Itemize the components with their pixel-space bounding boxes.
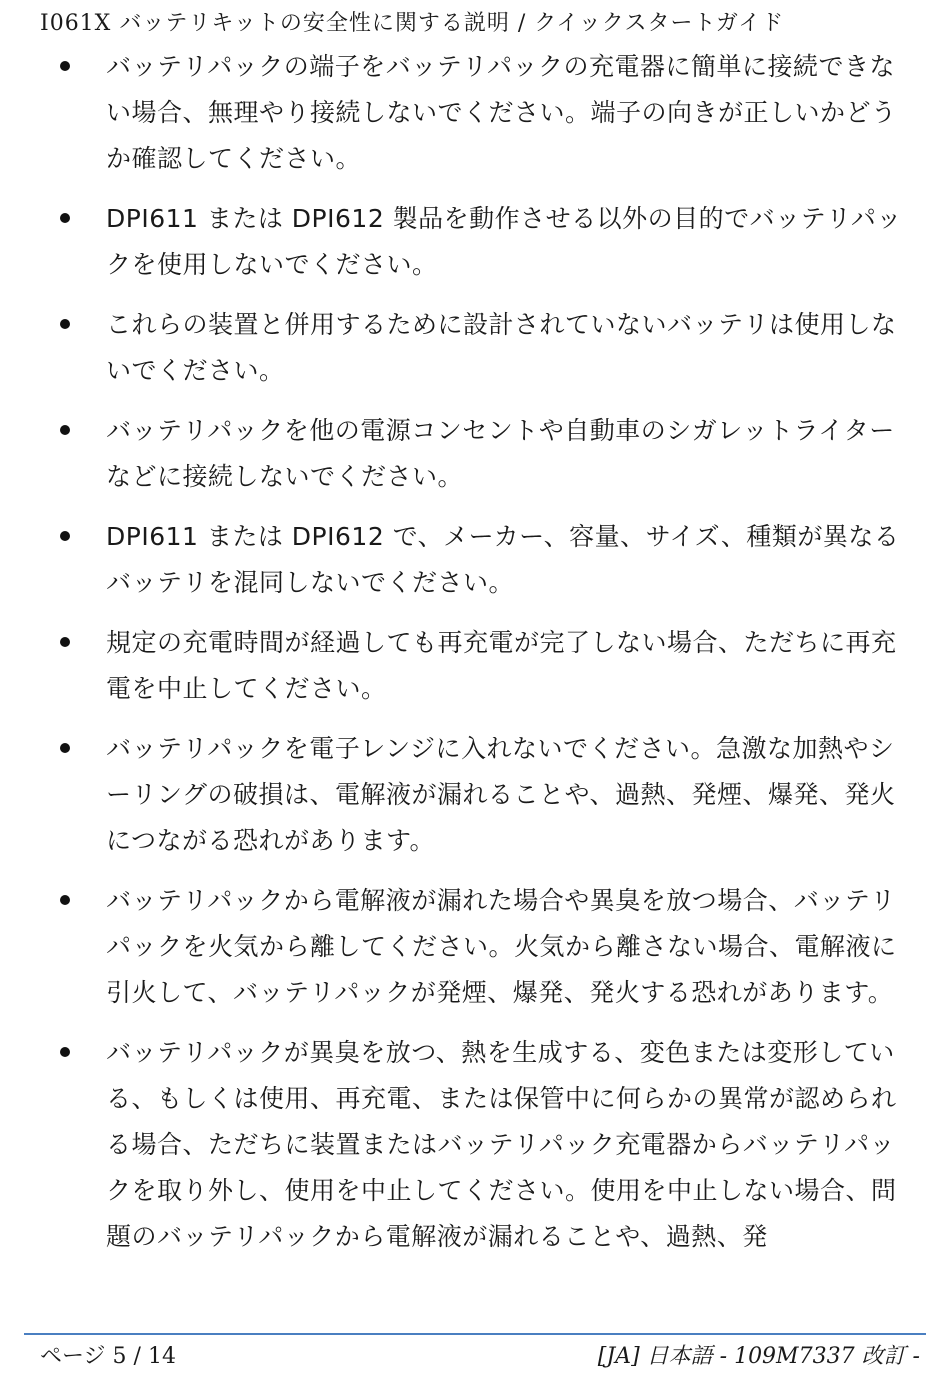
bullet-dot-icon xyxy=(60,213,70,223)
bullet-text: バッテリパックの端子をバッテリパックの充電器に簡単に接続できない場合、無理やり接続しないでください。端子の向きが正しいかどうか確認してください。 xyxy=(106,52,897,173)
bullet-dot-icon xyxy=(60,637,70,647)
bullet-text: これらの装置と併用するために設計されていないバッテリは使用しないでください。 xyxy=(106,310,897,385)
bullet-item xyxy=(0,878,950,1016)
bullet-item xyxy=(0,408,950,500)
bullet-item xyxy=(0,620,950,712)
bullet-dot-icon xyxy=(60,531,70,541)
page-header-title: I061X バッテリキットの安全性に関する説明 / クイックスタートガイド xyxy=(40,11,785,36)
bullet-text: バッテリパックを電子レンジに入れないでください。急激な加熱やシーリングの破損は、電解液が漏れることや、過熱、発煙、爆発、発火につながる恐れがあります。 xyxy=(106,734,896,855)
bullet-item xyxy=(0,726,950,864)
bullet-dot-icon xyxy=(60,743,70,753)
bullet-text: バッテリパックが異臭を放つ、熱を生成する、変色または変形している、もしくは使用、再充電、または保管中に何らかの異常が認められる場合、ただちに装置またはバッテリパック充電器からバッテリパックを取り外し、使用を中止してください。使用を中止しない場合、問題のバッテリパックから電解液が漏れることや、過熱、発 xyxy=(106,1038,897,1251)
footer-document-info: [JA] 日本語 - 109M7337 改訂 - xyxy=(597,1344,920,1369)
bullet-text: バッテリパックから電解液が漏れた場合や異臭を放つ場合、バッテリパックを火気から離してください。火気から離さない場合、電解液に引火して、バッテリパックが発煙、爆発、発火する恐れがあります。 xyxy=(106,886,897,1007)
bullet-dot-icon xyxy=(60,1047,70,1057)
bullet-dot-icon xyxy=(60,61,70,71)
bullet-text: DPI611 または DPI612 で、メーカー、容量、サイズ、種類が異なるバッテリを混同しないでください。 xyxy=(106,522,900,597)
footer-divider xyxy=(24,1333,926,1335)
bullet-dot-icon xyxy=(60,425,70,435)
bullet-text: DPI611 または DPI612 製品を動作させる以外の目的でバッテリパックを使用しないでください。 xyxy=(106,204,902,279)
bullet-dot-icon xyxy=(60,319,70,329)
bullet-item xyxy=(0,302,950,394)
bullet-text: バッテリパックを他の電源コンセントや自動車のシガレットライターなどに接続しないでください。 xyxy=(106,416,895,491)
bullet-dot-icon xyxy=(60,895,70,905)
footer-page-number: ページ 5 / 14 xyxy=(40,1344,176,1369)
safety-bullet-list xyxy=(0,44,950,1274)
bullet-text: 規定の充電時間が経過しても再充電が完了しない場合、ただちに再充電を中止してください。 xyxy=(106,628,897,703)
bullet-item xyxy=(0,1030,950,1260)
bullet-item xyxy=(0,196,950,288)
bullet-item xyxy=(0,514,950,606)
bullet-item xyxy=(0,44,950,182)
